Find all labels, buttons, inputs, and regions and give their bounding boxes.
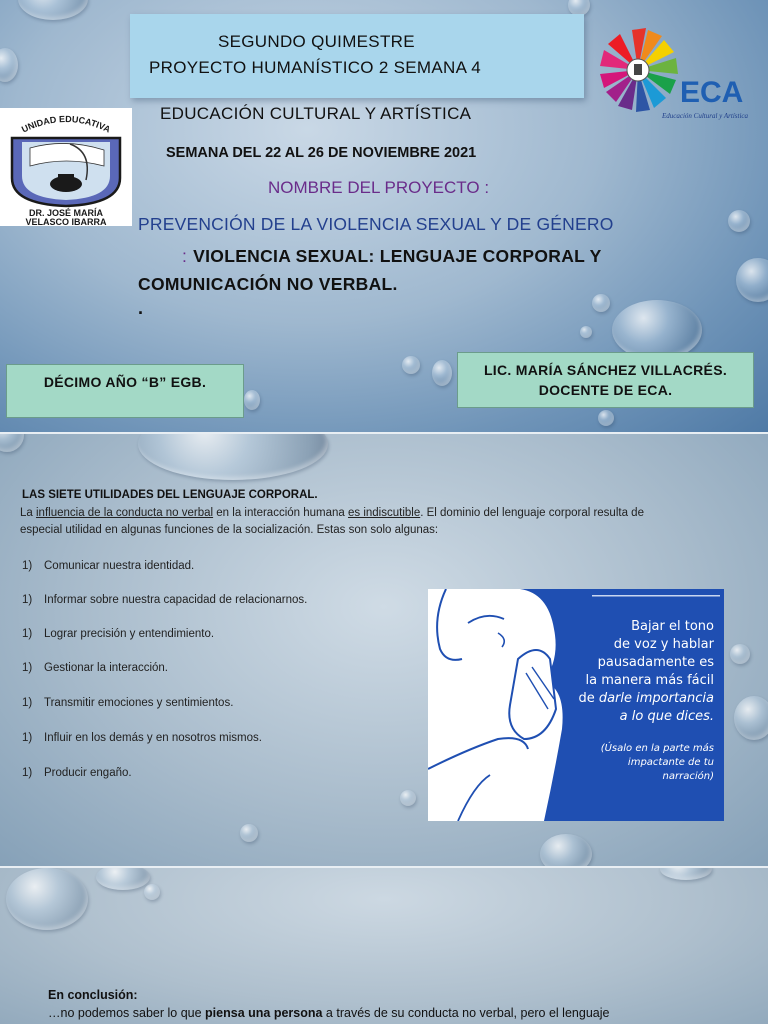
- intro-underline-1: influencia de la conducta no verbal: [36, 507, 214, 519]
- slide-cover: [0, 0, 768, 432]
- conclusion-emphasis: piensa una persona: [205, 1006, 323, 1020]
- list-item: 1) Producir engaño.: [22, 767, 132, 779]
- water-drop-decoration: [400, 790, 416, 806]
- slide-body-language: [0, 434, 768, 866]
- grade-box: [6, 364, 244, 418]
- teacher-role: DOCENTE DE ECA.: [538, 382, 673, 398]
- topic-dot: .: [138, 298, 144, 318]
- title-box: [130, 14, 584, 98]
- water-drop-decoration: [244, 390, 260, 410]
- water-drop-decoration: [240, 824, 258, 842]
- title-line-1: SEGUNDO QUIMESTRE: [218, 32, 415, 51]
- water-drop-decoration: [18, 0, 88, 20]
- image-text-4: la manera más fácil: [585, 673, 714, 688]
- list-item: 1) Informar sobre nuestra capacidad de relacionarnos.: [22, 594, 308, 606]
- topic-text-1: VIOLENCIA SEXUAL: LENGUAJE CORPORAL Y: [193, 246, 602, 266]
- eca-logo: [600, 22, 750, 130]
- water-drop-decoration: [592, 294, 610, 312]
- intro-underline-2: es indiscutible: [347, 507, 421, 519]
- eca-logo-text: ECA: [680, 76, 744, 109]
- list-item: 1) Influir en los demás y en nosotros mismos.: [22, 732, 262, 744]
- water-drop-decoration: [734, 696, 768, 740]
- title-line-2: PROYECTO HUMANÍSTICO 2 SEMANA 4: [149, 58, 482, 77]
- list-item: 1) Transmitir emociones y sentimientos.: [22, 697, 234, 709]
- conclusion-text: …no podemos saber lo que piensa una persona a través de su conducta no verbal, pero el lenguaje: [48, 1006, 610, 1020]
- svg-text:UNIDAD EDUCATIVA: [20, 114, 113, 135]
- water-drop-decoration: [0, 434, 24, 452]
- water-drop-decoration: [598, 410, 614, 426]
- whisper-illustration: [428, 589, 724, 821]
- image-note-2: impactante de tu: [627, 757, 714, 768]
- week-dates: SEMANA DEL 22 AL 26 DE NOVIEMBRE 2021: [166, 145, 477, 161]
- teacher-box: [457, 352, 754, 408]
- water-drop-decoration: [402, 356, 420, 374]
- section-heading: LAS SIETE UTILIDADES DEL LENGUAJE CORPORAL.: [22, 489, 318, 501]
- school-logo-bottom-line-1: DR. JOSÉ MARÍA: [28, 208, 104, 218]
- grade-text: DÉCIMO AÑO “B” EGB.: [43, 374, 207, 390]
- list-item: 1) Comunicar nuestra identidad.: [22, 560, 195, 572]
- intro-text: La influencia de la conducta no verbal en la interacción humana es indiscutible. El dominio del lenguaje corporal resulta de: [20, 507, 644, 519]
- school-logo-bottom-line-2: VELASCO IBARRA: [25, 217, 107, 226]
- image-text-emphasis: darle importancia: [598, 691, 714, 706]
- school-crest-icon: [0, 108, 132, 226]
- eca-flower-icon: [600, 22, 750, 130]
- project-name: PREVENCIÓN DE LA VIOLENCIA SEXUAL Y DE GÉNERO: [138, 214, 614, 234]
- topic-line-2: COMUNICACIÓN NO VERBAL.: [138, 274, 398, 294]
- image-text-6: a lo que dices.: [619, 709, 714, 724]
- water-drop-decoration: [432, 360, 452, 386]
- school-logo-top-text: UNIDAD EDUCATIVA: [19, 113, 113, 135]
- intro-line-2: especial utilidad en algunas funciones de la socialización. Estas son solo algunas:: [20, 524, 439, 536]
- slide-conclusion: [0, 868, 768, 1024]
- water-drop-decoration: [580, 326, 592, 338]
- list-item: 1) Gestionar la interacción.: [22, 662, 169, 674]
- image-text-2: de voz y hablar: [613, 637, 714, 652]
- topic-prefix: :: [182, 246, 188, 266]
- teacher-name: LIC. MARÍA SÁNCHEZ VILLACRÉS.: [483, 362, 728, 378]
- water-drop-decoration: [540, 834, 592, 866]
- image-note-1: (Úsalo en la parte más: [600, 743, 714, 754]
- water-drop-decoration: [660, 868, 712, 880]
- water-drop-decoration: [96, 868, 150, 890]
- project-label: NOMBRE DEL PROYECTO :: [268, 178, 490, 197]
- image-text-3: pausadamente es: [597, 655, 714, 670]
- list-item: 1) Lograr precisión y entendimiento.: [22, 628, 215, 640]
- water-drop-decoration: [6, 868, 88, 930]
- water-drop-decoration: [612, 300, 702, 360]
- water-drop-decoration: [728, 210, 750, 232]
- water-drop-decoration: [138, 434, 328, 480]
- water-drop-decoration: [730, 644, 750, 664]
- eca-logo-tagline: Educación Cultural y Artística: [662, 112, 749, 120]
- topic-line-1: [138, 246, 602, 267]
- school-logo: [0, 108, 132, 226]
- water-drop-decoration: [144, 884, 160, 900]
- subject-title: EDUCACIÓN CULTURAL Y ARTÍSTICA: [160, 104, 472, 123]
- intro-paragraph: [20, 505, 758, 539]
- image-note-3: narración): [662, 771, 714, 782]
- water-drop-decoration: [0, 48, 18, 82]
- image-text-1: Bajar el tono: [631, 619, 714, 634]
- conclusion-title: En conclusión:: [48, 988, 138, 1002]
- water-drop-decoration: [736, 258, 768, 302]
- image-text-5: de darle importancia: [578, 691, 714, 706]
